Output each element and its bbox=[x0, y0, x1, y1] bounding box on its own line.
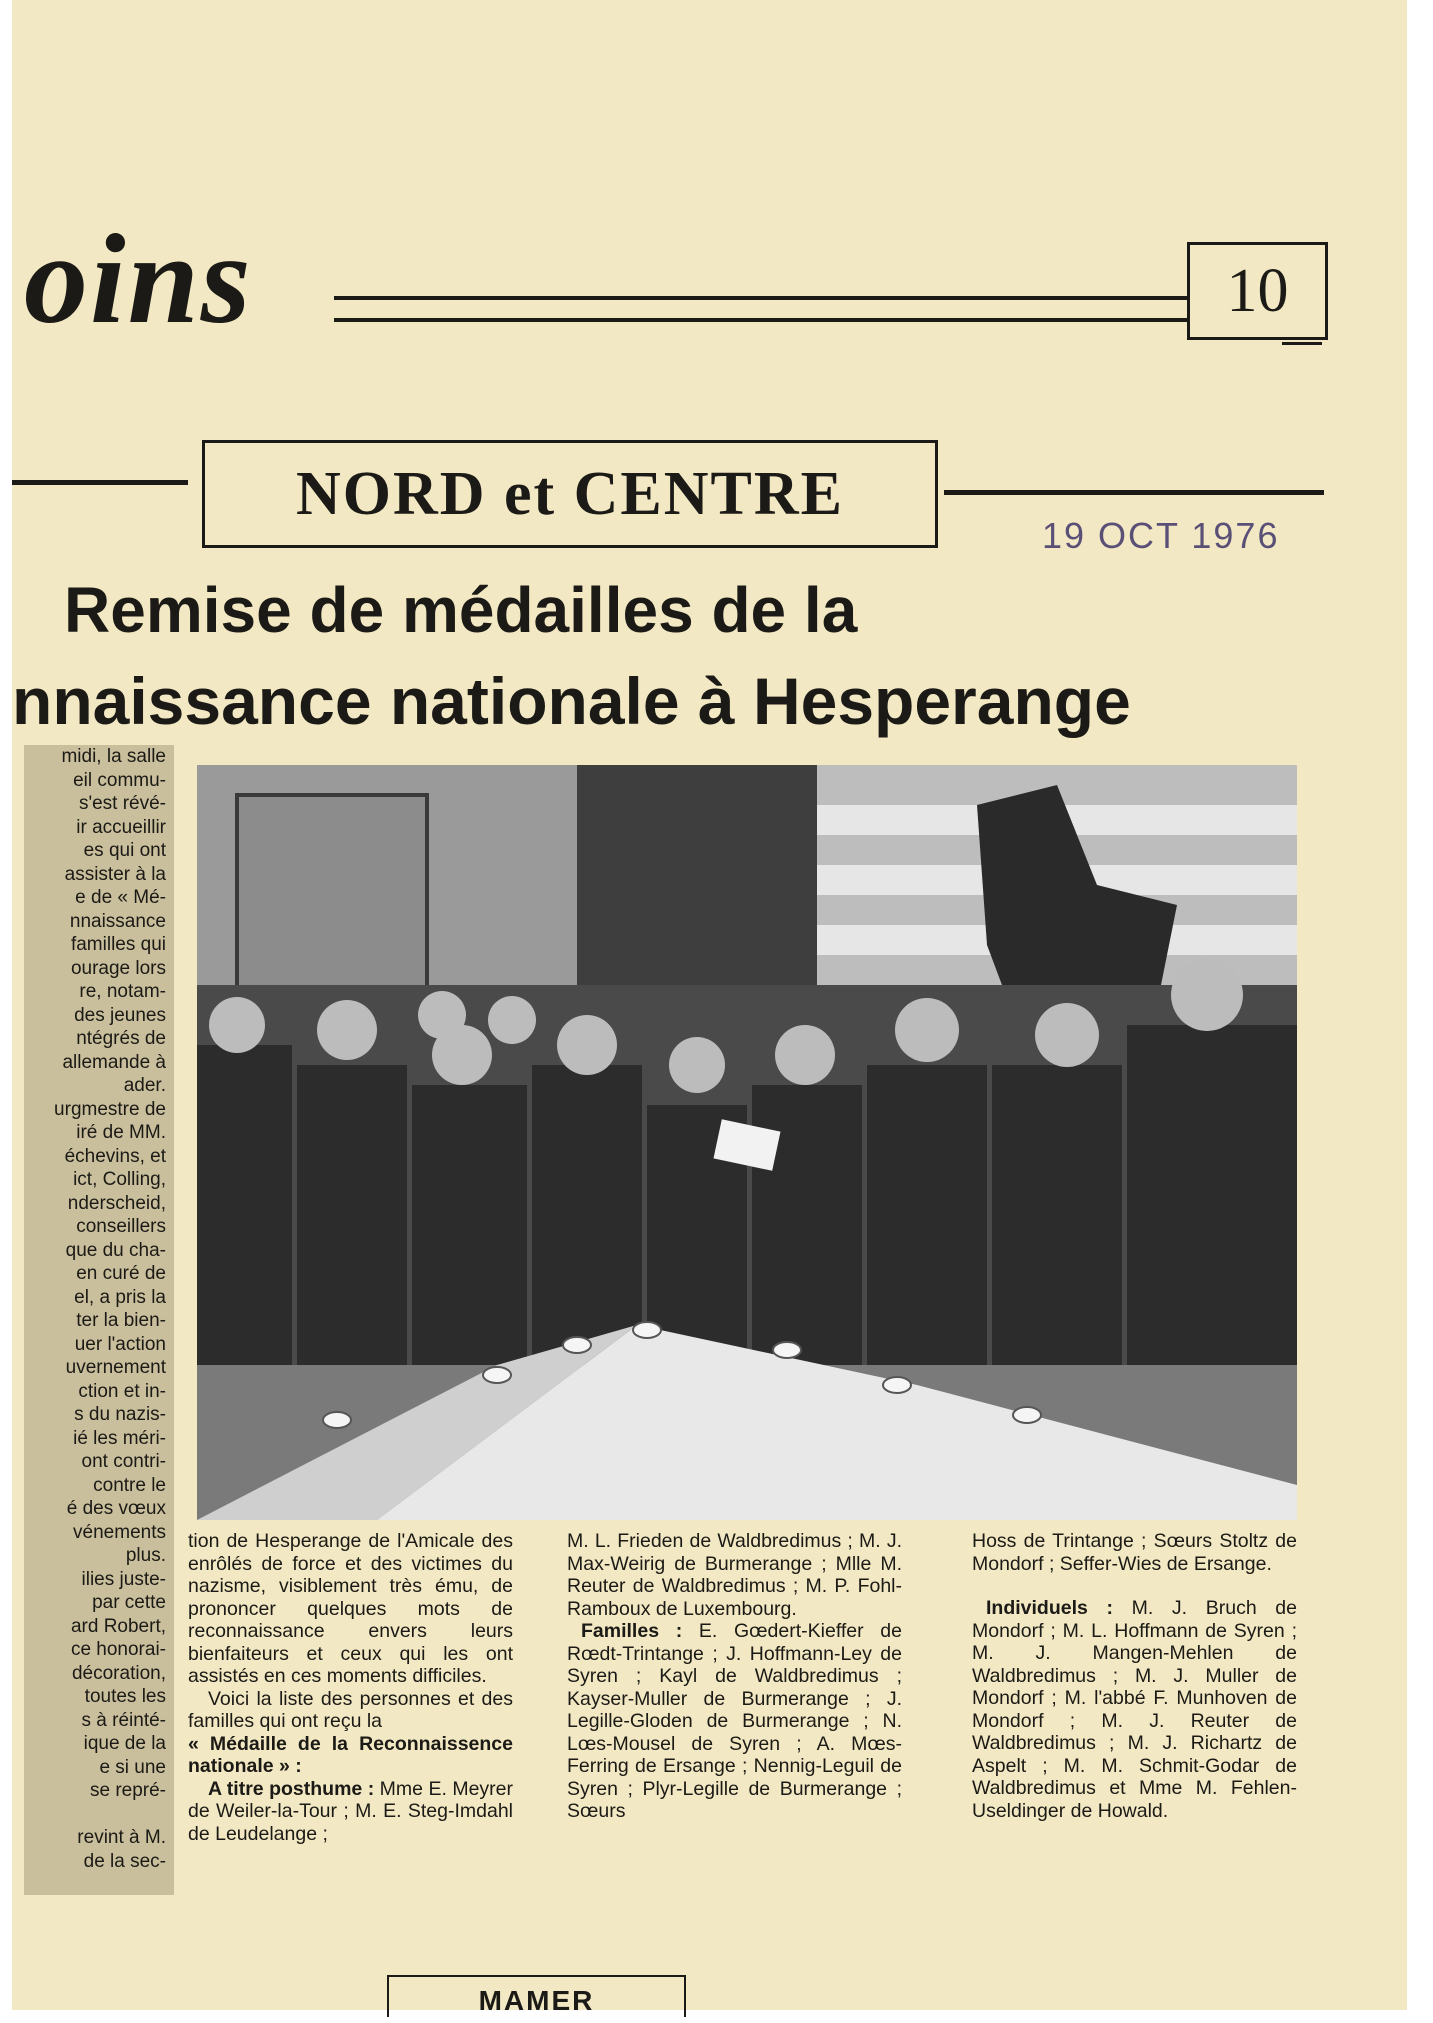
left-column-text bbox=[24, 745, 174, 1895]
left-column-line: ilies juste- bbox=[81, 1568, 166, 1590]
left-column-line: se repré- bbox=[89, 1780, 166, 1801]
section-rule-right bbox=[944, 490, 1324, 495]
left-column-line: urgmestre de bbox=[54, 1098, 166, 1120]
left-column-line: de la sec- bbox=[83, 1850, 166, 1872]
col3-text1: Hoss de Trintange ; Sœurs Stoltz de Mondorf ; Seffer-Wies de Ersange. bbox=[972, 1530, 1297, 1575]
left-column-line: ction et in- bbox=[78, 1380, 166, 1402]
left-column-line: es qui ont bbox=[83, 840, 166, 861]
event-photo bbox=[197, 765, 1297, 1520]
left-column-line: eil commu- bbox=[73, 769, 166, 791]
col2-familles-text: E. Gœdert-Kieffer de Rœdt-Trintange ; J. Hoffmann-Ley de Syren ; Kayl de Waldbredimus ; Kayser-Muller de Burmerange ; J. Legille-Gloden de Burmerange ; N. Lœs-Mousel de Syren ; A. Mœs-Ferring de Ersange ; Nennig-Leguil de Syren ; Plyr-Legille de Burmerange ; Sœurs bbox=[567, 1620, 902, 1822]
left-column-line: ourage lors bbox=[70, 957, 166, 979]
left-column-line: re, notam- bbox=[79, 981, 166, 1002]
left-column-line: nderscheid, bbox=[67, 1192, 166, 1214]
left-column-line: el, a pris la bbox=[74, 1286, 166, 1308]
left-column-line: ard Robert, bbox=[70, 1615, 166, 1637]
masthead-word: oins bbox=[24, 208, 253, 350]
left-column-line: s du nazis- bbox=[74, 1404, 166, 1425]
left-column-line: par cette bbox=[92, 1592, 166, 1613]
masthead-rule-bottom-right bbox=[1282, 342, 1322, 345]
left-column-line: contre le bbox=[93, 1474, 166, 1496]
date-stamp: 19 OCT 1976 bbox=[1042, 515, 1280, 556]
left-column-line: midi, la salle bbox=[61, 746, 166, 767]
section-label: NORD et CENTRE bbox=[295, 459, 845, 528]
article-column-2 bbox=[567, 1530, 902, 1823]
article-column-3 bbox=[972, 1530, 1297, 1822]
left-column-line: vénements bbox=[73, 1521, 166, 1543]
left-column-line: s à réinté- bbox=[81, 1709, 166, 1731]
col1-list-intro: Voici la liste des personnes et des familles qui ont reçu la bbox=[188, 1687, 513, 1732]
article-column-1 bbox=[188, 1530, 513, 1845]
newspaper-clipping bbox=[12, 0, 1407, 2016]
left-column-line: e de « Mé- bbox=[75, 887, 166, 908]
left-column-line: toutes les bbox=[84, 1686, 166, 1707]
headline-line-1: Remise de médailles de la bbox=[64, 574, 858, 646]
left-column-line: ce honorai- bbox=[70, 1639, 166, 1660]
left-column-line: ntégrés de bbox=[76, 1028, 166, 1049]
left-column-line: nnaissance bbox=[69, 910, 166, 932]
left-column-line: ict, Colling, bbox=[73, 1169, 166, 1190]
col2-familles-label: Familles : bbox=[581, 1620, 683, 1642]
left-column-line: décoration, bbox=[71, 1662, 166, 1684]
col1-medal-name: « Médaille de la Reconnaissence nationale » : bbox=[188, 1732, 513, 1777]
left-column-line: des jeunes bbox=[74, 1004, 166, 1026]
left-column-line: ié les méri- bbox=[73, 1427, 166, 1449]
left-column-line: en curé de bbox=[76, 1263, 166, 1284]
left-column-line: échevins, et bbox=[64, 1145, 166, 1167]
section-rule-left bbox=[12, 480, 188, 485]
col2-text1: M. L. Frieden de Waldbredimus ; M. J. Max-Weirig de Burmerange ; Mlle M. Reuter de Waldbredimus ; M. P. Fohl-Ramboux de Luxembourg. bbox=[567, 1530, 902, 1620]
left-column-line: ir accueillir bbox=[76, 816, 166, 838]
left-column-line: é des vœux bbox=[66, 1498, 166, 1519]
left-column-line: ique de la bbox=[83, 1733, 166, 1754]
left-column-line: ter la bien- bbox=[76, 1310, 166, 1331]
left-column-line bbox=[24, 1803, 166, 1827]
left-column-line: que du cha- bbox=[65, 1239, 166, 1261]
left-column-line: ont contri- bbox=[81, 1451, 166, 1472]
left-column-line: e si une bbox=[99, 1756, 166, 1778]
left-column-line: s'est révé- bbox=[78, 793, 166, 814]
left-column-line: plus. bbox=[125, 1545, 166, 1566]
page-number-box bbox=[1187, 242, 1328, 340]
section-banner bbox=[202, 440, 938, 548]
col1-intro: tion de Hesperange de l'Amicale des enrôlés de force et des victimes du nazisme, visiblement très ému, de prononcer quelques mots de reconnaissance envers leurs bienfaiteurs et ceux qui les ont assistés en ces moments difficiles. bbox=[188, 1530, 513, 1687]
masthead-rule-top bbox=[334, 296, 1194, 300]
left-column-line: iré de MM. bbox=[76, 1122, 166, 1143]
col1-posthume-text: Mme E. Meyrer de Weiler-la-Tour ; M. E. Steg-Imdahl de Leudelange ; bbox=[188, 1777, 513, 1845]
left-column-line: uvernement bbox=[65, 1357, 166, 1378]
left-column-line: ader. bbox=[123, 1075, 166, 1096]
headline-line-2: nnaissance nationale à Hesperange bbox=[12, 664, 1131, 738]
left-column-line: conseillers bbox=[76, 1216, 166, 1237]
col3-individuels-text: M. J. Bruch de Mondorf ; M. L. Hoffmann de Syren ; M. J. Mangen-Mehlen de Waldbredimus ; M. J. Muller de Mondorf ; M. l'abbé F. Munhoven de Mondorf ; M. J. Reuter de Waldbredimus ; M. J. Richartz de Aspelt ; M. M. Schmit-Godar de Waldbredimus et Mme M. Fehlen-Useldinger de Howald. bbox=[972, 1597, 1297, 1822]
col1-posthume-label: A titre posthume : bbox=[208, 1777, 375, 1800]
left-column-line: familles qui bbox=[70, 934, 166, 955]
left-column-line: allemande à bbox=[62, 1051, 166, 1073]
left-column-line: assister à la bbox=[64, 863, 166, 885]
left-column-line: revint à M. bbox=[77, 1827, 166, 1848]
page-number: 10 bbox=[1226, 256, 1289, 325]
left-column-line: uer l'action bbox=[74, 1333, 166, 1355]
col3-individuels-label: Individuels : bbox=[986, 1597, 1113, 1619]
next-section-label: MAMER bbox=[387, 1975, 686, 2017]
masthead-rule-bottom bbox=[334, 318, 1194, 322]
